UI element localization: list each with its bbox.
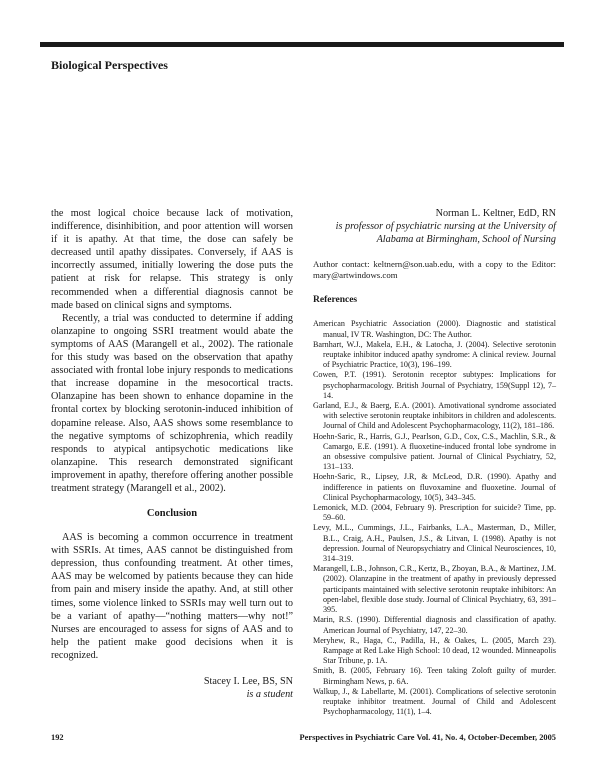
signature-name: Stacey I. Lee, BS, SN xyxy=(203,676,293,687)
student-signature xyxy=(51,675,293,701)
conclusion-heading: Conclusion xyxy=(146,508,198,520)
reference-item: Cowen, P.T. (1991). Serotonin receptor subtypes: Implications for psychopharmacology. British Journal of Psychiatry, 159(Suppl 12), 7–14. xyxy=(313,370,556,400)
reference-item: Marangell, L.B., Johnson, C.R., Kertz, B., Zboyan, B.A., & Martinez, J.M. (2002). Olanzapine in the treatment of apathy in previously depressed participants maintained with selective serotonin reuptake inhibitors: An open-label, flexible dose study. Journal of Clinical Psychiatry, 63, 391–395. xyxy=(313,564,556,615)
reference-item: Hoehn-Saric, R., Harris, G.J., Pearlson, G.D., Cox, C.S., Machlin, S.R., & Camargo, E.E. (1991). A fluoxetine-induced frontal lobe syndrome in an obsessive compulsive patient. Journal of Clinical Psychiatry, 52, 131–133. xyxy=(313,431,556,472)
reference-item: Levy, M.L., Cummings, J.L., Fairbanks, L.A., Masterman, D., Miller, B.L., Craig, A.H., Paulsen, J.S., & Litvan, I. (1998). Apathy is not depression. Journal of Neuropsychiatry and Clinical Neurosciences, 10, 314–319. xyxy=(313,523,556,564)
right-column xyxy=(313,207,556,717)
header-rule xyxy=(40,42,564,47)
reference-item: American Psychiatric Association (2000). Diagnostic and statistical manual, IV TR. Washington, DC: The Author. xyxy=(313,319,556,339)
reference-item: Garland, E.J., & Baerg, E.A. (2001). Amotivational syndrome associated with selective serotonin reuptake inhibitors in children and adolescents. Journal of Child and Adolescent Psychopharmacology, 11(2), 181–186. xyxy=(313,401,556,431)
reference-item: Lemonick, M.D. (2004, February 9). Prescription for suicide? Time, pp. 59–60. xyxy=(313,503,556,523)
body-paragraph: Recently, a trial was conducted to determine if adding olanzapine to ongoing SSRI treatment would abate the symptoms of AAS (Marangell et al., 2002). The rationale for this study was based on the observation that apathy associated with frontal lobe injury responds to medications that increase dopamine in the mesocortical tracts. Olanzapine has been shown to enhance dopamine in the frontal cortex by blocking serotonin-induced inhibition of dopamine release. Also, AAS shows some resemblance to the negative symptoms of schizophrenia, which readily responds to atypical antipsychotic medications like olanzapine. This research demonstrated significant improvement in apathy, therefore offering another possible treatment strategy (Marangell et al., 2002). xyxy=(51,312,293,494)
body-paragraph: the most logical choice because lack of motivation, indifference, disinhibition, and poor attention will worsen if it is apathy. At that time, the dose can safely be decreased until apathy dissipates. Conversely, if AAS is incorrectly assumed, initially lowering the dose puts the patient at risk for relapse. This strategy is only recommended when a differential diagnosis cannot be made based on clinical signs and symptoms. xyxy=(51,208,293,311)
reference-item: Meryhew, R., Haga, C., Padilla, H., & Oakes, L. (2005, March 23). Rampage at Red Lake High School: 10 dead, 12 wounded. Minneapolis Star Tribune, p. 1A. xyxy=(313,635,556,666)
references-heading: References xyxy=(313,295,358,306)
reference-item: Walkup, J., & Labellarte, M. (2001). Complications of selective serotonin reuptake inhibitor treatment. Journal of Child and Adolescent Psychopharmacology, 11(1), 1–4. xyxy=(313,686,556,717)
journal-footer: Perspectives in Psychiatric Care Vol. 41, No. 4, October-December, 2005 xyxy=(299,733,556,742)
section-title: Biological Perspectives xyxy=(51,58,168,72)
reference-item: Hoehn-Saric, R., Lipsey, J.R, & McLeod, D.R. (1990). Apathy and indifference in patients on fluvoxamine and fluoxetine. Journal of Clinical Psychopharmacology, 10(5), 343–345. xyxy=(313,472,556,502)
author-name: Norman L. Keltner, EdD, RN xyxy=(435,208,556,219)
left-column xyxy=(51,207,293,701)
page-number: 192 xyxy=(51,733,64,742)
author-affiliation: is professor of psychiatric nursing at the University of Alabama at Birmingham, School of Nursing xyxy=(335,221,556,245)
reference-item: Barnhart, W.J., Makela, E.H., & Latocha, J. (2004). Selective serotonin reuptake inhibitor induced apathy syndrome: A clinical review. Journal of Psychiatric Practice, 10(3), 196–199. xyxy=(313,339,556,370)
conclusion-paragraph: AAS is becoming a common occurrence in treatment with SSRIs. At times, AAS cannot be distinguished from depression, thus confounding treatment. At other times, AAS may be welcomed by patients because they can hide from pain and misery inside the apathy. And, at still other times, some violence linked to SSRIs may well turn out to be a variant of apathy—“nothing matters—why not!” Nurses are encouraged to assess for signs of AAS and to help the patient make good decisions when it is recognized. xyxy=(51,532,293,661)
author-contact: Author contact: keltnern@son.uab.edu, with a copy to the Editor: mary@artwindows.com xyxy=(313,259,556,281)
signature-role: is a student xyxy=(246,689,293,700)
reference-item: Marin, R.S. (1990). Differential diagnosis and classification of apathy. American Journal of Psychiatry, 147, 22–30. xyxy=(313,615,556,635)
references-list xyxy=(313,319,556,717)
author-block xyxy=(313,207,556,246)
reference-item: Smith, B. (2005, February 16). Teen taking Zoloft guilty of murder. Birmingham News, p. 6A. xyxy=(313,666,556,686)
